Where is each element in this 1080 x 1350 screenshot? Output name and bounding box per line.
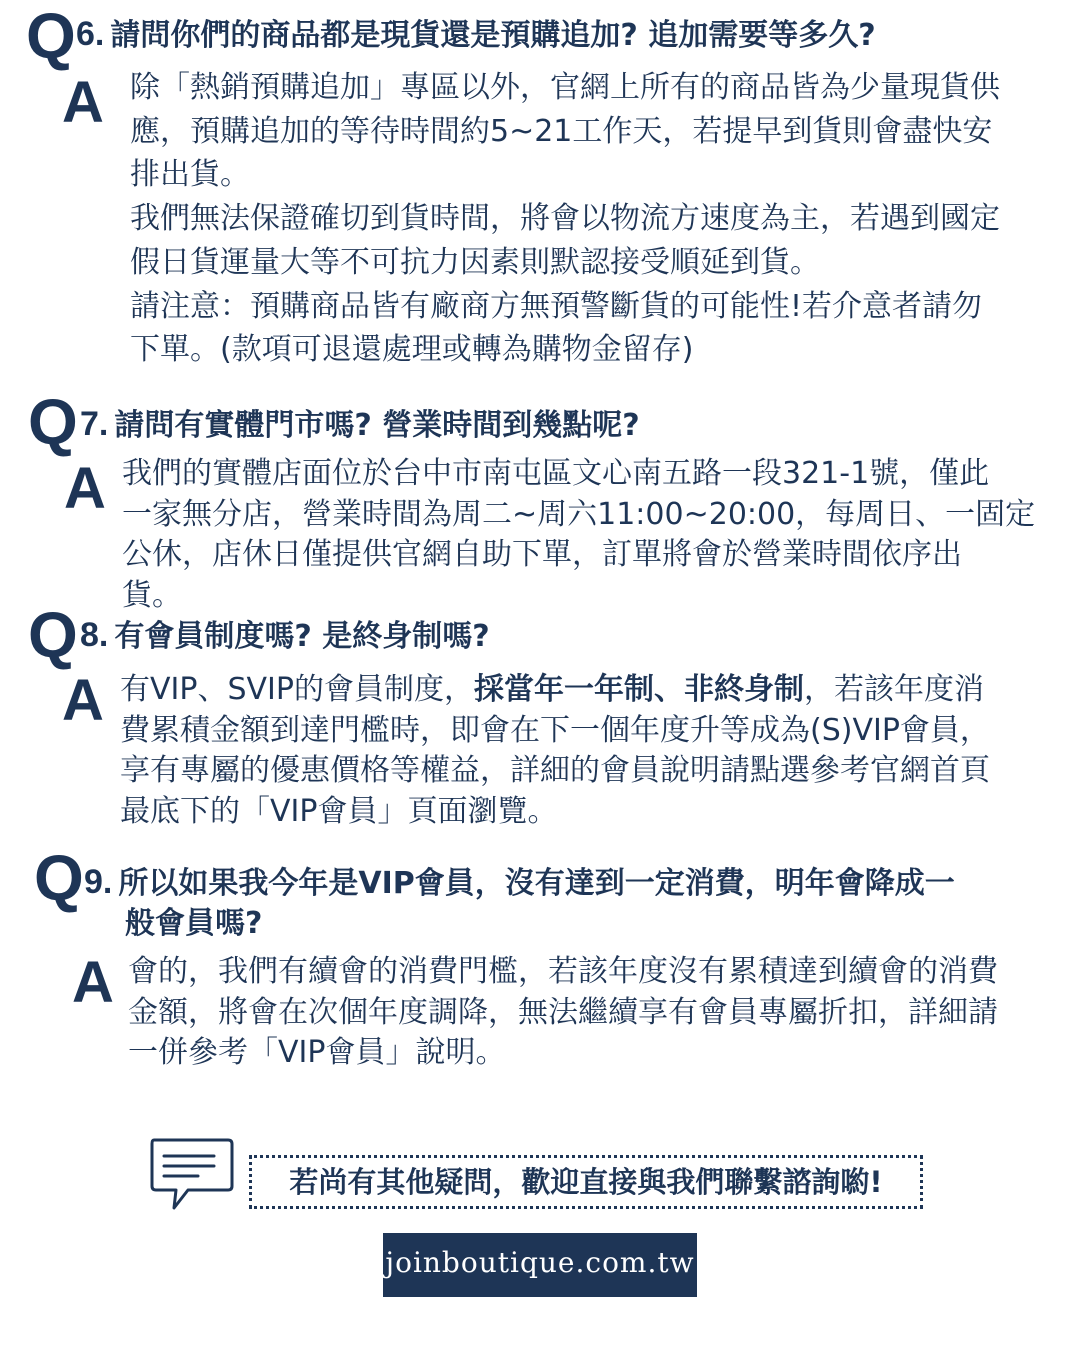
question-text xyxy=(84,862,955,944)
answer-emphasis: 採當年一年制、非終身制 xyxy=(473,672,804,707)
answer-line: 公休，店休日僅提供官網自助下單，訂單將會於營業時間依序出 xyxy=(122,537,962,573)
answer-line: 享有專屬的優惠價格等權益，詳細的會員說明請點選參考官網首頁 xyxy=(120,753,990,789)
answer-text xyxy=(122,454,1035,617)
q-letter: Q xyxy=(28,599,78,671)
answer-line: 我們的實體店面位於台中市南屯區文心南五路一段321-1號，僅此 xyxy=(122,456,990,491)
answer-fragment: 有VIP、SVIP的會員制度， xyxy=(120,672,474,707)
answer-line: 除「熱銷預購追加」專區以外，官網上所有的商品皆為少量現貨供 xyxy=(130,70,1000,105)
answer-line: 下單。(款項可退還處理或轉為購物金留存) xyxy=(130,332,694,368)
answer-line: 排出貨。 xyxy=(130,157,250,193)
a-letter: A xyxy=(62,668,104,733)
q-letter: Q xyxy=(28,386,78,458)
answer-text xyxy=(130,66,1000,372)
answer-line: 金額，將會在次個年度調降，無法繼續享有會員專屬折扣，詳細請 xyxy=(128,994,998,1030)
answer-line: 會的，我們有續會的消費門檻，若該年度沒有累積達到續會的消費 xyxy=(128,954,998,989)
q-letter: Q xyxy=(34,842,84,914)
answer-line: 最底下的「VIP會員」頁面瀏覽。 xyxy=(120,794,558,830)
question-number: 6. xyxy=(76,15,105,53)
question-number: 7. xyxy=(80,405,109,443)
answer-line: 假日貨運量大等不可抗力因素則默認接受順延到貨。 xyxy=(130,244,820,280)
question-line: 請問有實體門市嗎? 營業時間到幾點呢? xyxy=(114,408,640,443)
a-letter: A xyxy=(62,70,104,135)
q-letter: Q xyxy=(26,0,76,72)
contact-message: 若尚有其他疑問，歡迎直接與我們聯繫諮詢喲! xyxy=(249,1155,923,1209)
question-text xyxy=(80,615,490,657)
answer-text xyxy=(128,952,998,1074)
answer-line xyxy=(120,670,990,711)
chat-bubble-icon xyxy=(148,1136,234,1214)
a-letter: A xyxy=(64,456,106,521)
question-text xyxy=(76,14,876,56)
question-line: 請問你們的商品都是現貨還是預購追加? 追加需要等多久? xyxy=(110,18,876,53)
answer-line: 費累積金額到達門檻時，即會在下一個年度升等成為(S)VIP會員， xyxy=(120,712,990,748)
a-letter: A xyxy=(72,950,114,1015)
answer-line: 貨。 xyxy=(122,578,182,614)
question-number: 8. xyxy=(80,616,109,654)
question-text xyxy=(80,404,640,446)
question-number: 9. xyxy=(84,863,113,901)
answer-line: 一併參考「VIP會員」說明。 xyxy=(128,1035,506,1071)
answer-fragment: ，若該年度消 xyxy=(803,672,984,707)
answer-text xyxy=(120,670,990,833)
answer-line: 一家無分店，營業時間為周二~周六11:00~20:00，每周日、一固定 xyxy=(122,496,1036,532)
question-line: 般會員嗎? xyxy=(125,906,263,941)
question-line: 有會員制度嗎? 是終身制嗎? xyxy=(114,619,490,654)
website-link[interactable]: joinboutique.com.tw xyxy=(383,1233,697,1297)
question-line: 所以如果我今年是VIP會員，沒有達到一定消費，明年會降成一 xyxy=(118,866,955,901)
contact-banner xyxy=(148,1136,938,1216)
answer-line: 應，預購追加的等待時間約5~21工作天，若提早到貨則會盡快安 xyxy=(130,113,993,149)
answer-line: 請注意：預購商品皆有廠商方無預警斷貨的可能性!若介意者請勿 xyxy=(130,288,983,324)
answer-line: 我們無法保證確切到貨時間，將會以物流方速度為主，若遇到國定 xyxy=(130,201,1000,237)
